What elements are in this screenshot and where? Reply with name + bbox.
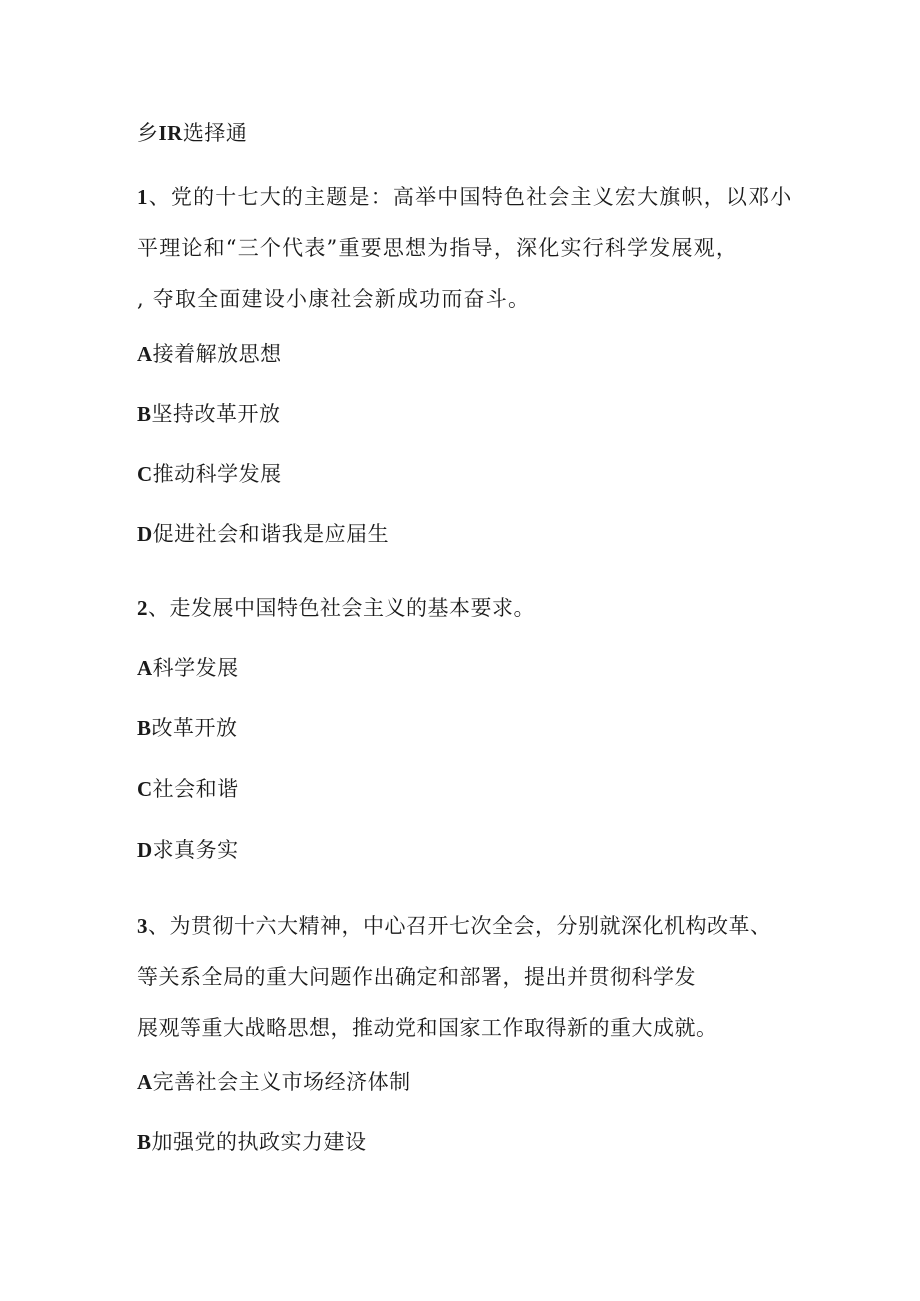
option-text: 接着解放思想 bbox=[152, 342, 282, 366]
question-3-separator: 、 bbox=[148, 914, 170, 938]
option-label: A bbox=[137, 656, 153, 680]
question-1-separator: 、 bbox=[148, 185, 171, 209]
question-1-line-3 bbox=[137, 285, 530, 313]
option-label: C bbox=[137, 462, 153, 486]
option-label: B bbox=[137, 716, 152, 740]
question-1-text-1: 党的十七大的主题是：高举中国特色社会主义宏大旗帜，以邓小 bbox=[170, 185, 793, 209]
question-2-option-b bbox=[137, 714, 238, 742]
question-3-option-b bbox=[137, 1128, 367, 1156]
question-1-number: 1 bbox=[137, 185, 149, 209]
question-3-line-2 bbox=[137, 963, 696, 991]
question-3-option-a bbox=[137, 1068, 411, 1096]
question-2-option-a bbox=[137, 654, 239, 682]
option-text: 推动科学发展 bbox=[152, 462, 282, 486]
heading-latin: IR bbox=[158, 121, 183, 145]
option-text: 完善社会主义市场经济体制 bbox=[152, 1070, 411, 1094]
option-label: B bbox=[137, 1130, 152, 1154]
option-text: 求真务实 bbox=[152, 838, 239, 862]
question-1-option-a bbox=[137, 340, 282, 368]
option-text: 加强党的执政实力建设 bbox=[151, 1130, 367, 1154]
question-1-text-3: , 夺取全面建设小康社会新成功而奋斗。 bbox=[137, 287, 531, 311]
question-1-line-1 bbox=[137, 183, 793, 211]
question-3-text-2: 等关系全局的重大问题作出确定和部署，提出并贯彻科学发 bbox=[137, 965, 696, 989]
option-text: 科学发展 bbox=[152, 656, 239, 680]
option-text: 改革开放 bbox=[151, 716, 238, 740]
heading-suffix: 选择通 bbox=[182, 121, 248, 145]
question-1-text-2: 平理论和“三个代表”重要思想为指导，深化实行科学发展观， bbox=[137, 236, 739, 260]
question-3-line-3 bbox=[137, 1014, 718, 1042]
option-text: 社会和谐 bbox=[152, 777, 239, 801]
document-heading bbox=[137, 119, 247, 147]
question-1-line-2 bbox=[137, 234, 738, 262]
question-2-separator: 、 bbox=[148, 596, 170, 620]
option-label: A bbox=[137, 1070, 153, 1094]
option-text: 促进社会和谐我是应届生 bbox=[152, 522, 390, 546]
question-3-line-1 bbox=[137, 912, 772, 940]
option-text: 坚持改革开放 bbox=[151, 402, 281, 426]
question-2-option-c bbox=[137, 775, 239, 803]
heading-prefix: 乡 bbox=[137, 121, 159, 145]
question-2-line-1 bbox=[137, 594, 535, 622]
question-1-option-b bbox=[137, 400, 281, 428]
question-3-text-3: 展观等重大战略思想，推动党和国家工作取得新的重大成就。 bbox=[137, 1016, 718, 1040]
question-1-option-c bbox=[137, 460, 282, 488]
question-2-option-d bbox=[137, 836, 239, 864]
option-label: A bbox=[137, 342, 153, 366]
question-3-number: 3 bbox=[137, 914, 148, 938]
option-label: C bbox=[137, 777, 153, 801]
option-label: B bbox=[137, 402, 152, 426]
question-2-text-1: 走发展中国特色社会主义的基本要求。 bbox=[169, 596, 535, 620]
option-label: D bbox=[137, 838, 153, 862]
question-1-option-d bbox=[137, 520, 389, 548]
question-2-number: 2 bbox=[137, 596, 148, 620]
question-3-text-1: 为贯彻十六大精神，中心召开七次全会，分别就深化机构改革、 bbox=[169, 914, 772, 938]
option-label: D bbox=[137, 522, 153, 546]
